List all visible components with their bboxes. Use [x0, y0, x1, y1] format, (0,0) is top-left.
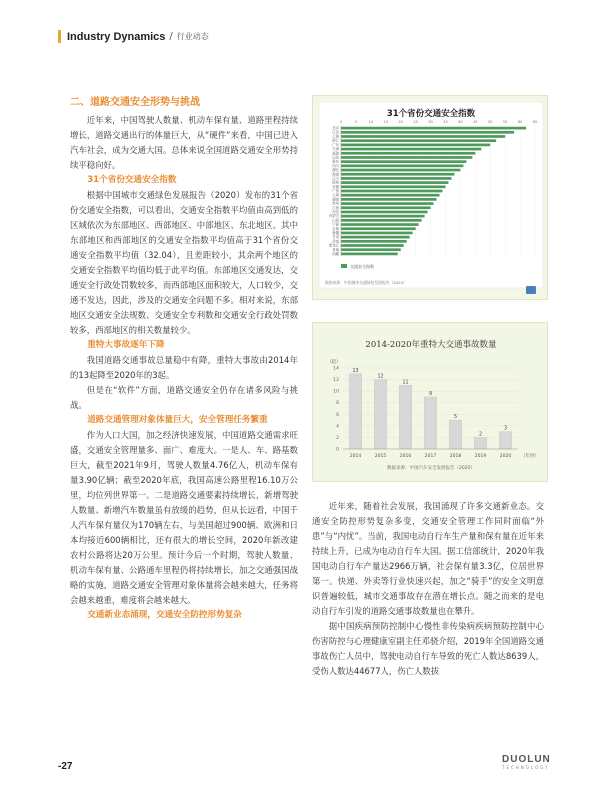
chart1-bar: [341, 232, 413, 235]
chart2-title: 2014-2020年重特大交通事故数量: [365, 340, 497, 350]
chart1-legend-label: 交通安全指数: [350, 264, 374, 269]
chart2-bar: [499, 432, 512, 449]
chart1-category-label: 新疆: [332, 230, 339, 235]
intro-paragraph: 近年来，中国驾驶人数量、机动车保有量、道路里程持续增长，道路交通出行的体量巨大，从“硬件”来看，中国已进入汽车社会，成为交通大国。总体来说全国道路交通安全形势持续平稳向好。: [70, 115, 298, 170]
chart1-x-tick-label: 55: [502, 120, 508, 124]
chart1-bar: [341, 202, 434, 205]
chart1-bar: [341, 253, 398, 256]
chart1-bar: [341, 127, 526, 130]
chart1-category-label: 辽宁: [332, 176, 339, 181]
chart1-category-label: 内蒙古: [328, 214, 339, 219]
chart1-bar: [341, 181, 448, 184]
chart2-y-tick-label: 2: [336, 435, 339, 441]
section-title: 二、道路交通安全形势与挑战: [70, 97, 200, 108]
chart2-x-tick-label: 2020: [499, 454, 512, 459]
chart2-x-tick-label: 2018: [449, 454, 462, 459]
chart1-bar: [341, 227, 416, 230]
chart1-legend-swatch: [341, 264, 347, 268]
chart1-category-label: 四川: [332, 163, 339, 168]
subheading-major-accidents: 重特大事故逐年下降: [87, 340, 165, 350]
chart2-bar: [374, 380, 387, 449]
chart1-category-label: 广东: [332, 142, 339, 147]
chart1-category-label: 海南: [332, 172, 339, 177]
chart1-bar: [341, 236, 410, 239]
chart1-x-tick-label: 60: [517, 120, 523, 124]
chart1-category-label: 云南: [332, 193, 339, 198]
chart1-bar: [341, 173, 454, 176]
chart-province-safety-index: [312, 95, 548, 300]
chart1-category-label: 江苏: [332, 130, 339, 135]
paragraph-software-risk: 但是在“软件”方面，道路交通安全仍存在诸多风险与挑战。: [70, 385, 298, 410]
chart1-bar: [341, 211, 428, 214]
chart1-bar: [341, 215, 425, 218]
chart1-bar: [341, 194, 439, 197]
chart2-data-label: 11: [402, 380, 409, 386]
paragraph-major-accidents: 我国道路交通事故总量稳中有降，重特大事故由2014年的13起降至2020年的3起。: [70, 355, 298, 380]
chart2-x-tick-label: 2017: [424, 454, 437, 459]
major-accidents-svg: [313, 323, 549, 483]
chart1-x-tick-label: 15: [383, 120, 389, 124]
chart2-data-label: 3: [503, 426, 508, 432]
chart1-x-tick-label: 40: [458, 120, 463, 124]
page-number: -27: [58, 761, 73, 772]
paragraph-management-volume: 作为人口大国，加之经济快速发展，中国道路交通需求旺盛，交通安全管理量多、面广、难度大。一是人、车、路基数巨大，截至2021年9月，驾驶人数量4.76亿人，机动车保有量3.90亿辆；截至2020年底，我国高速公路里程16.10万公里，均位列世界第一。二是道路交通要素持续增长，新增驾驶人数量、新增汽车数量虽有放缓的趋势，但从长远看，中国千人汽车保有量仅为170辆左右，与美国超过900辆、欧洲和日本均接近600辆相比，还有很大的增长空间，2020年新改建农村公路将达20万公里。预计今后一个时期，驾驶人数量、机动车保有量、公路通车里程仍将持续增长，加之交通强国战略的实施，道路交通安全管理对象体量将会越来越大，任务将会越来越重，难度将会越来越大。: [70, 430, 298, 605]
chart1-bar: [341, 148, 481, 151]
chart2-bar: [424, 397, 437, 449]
chart1-title: 31个省份交通安全指数: [386, 109, 476, 119]
page-header: [58, 30, 209, 43]
subheading-management-volume: 道路交通管理对象体量巨大，安全管理任务繁重: [87, 415, 268, 425]
header-subtitle: 行业动态: [176, 32, 209, 41]
chart1-category-label: 河南: [332, 239, 339, 244]
chart1-x-tick-label: 0: [339, 120, 343, 124]
left-column: [70, 95, 298, 623]
chart1-bar: [341, 219, 422, 222]
chart1-bar: [341, 206, 431, 209]
chart2-bar: [474, 437, 487, 449]
chart1-category-label: 湖北: [332, 168, 339, 173]
chart2-x-unit: （年份）: [521, 454, 539, 459]
chart1-bar: [341, 240, 407, 243]
header-accent-bar: [58, 30, 61, 43]
chart2-x-tick-label: 2016: [399, 454, 412, 459]
chart1-category-label: 贵州: [332, 201, 339, 206]
chart1-category-label: 重庆: [332, 159, 339, 164]
chart1-source: 数据来源：中国城市交通绿色发展报告（2020）: [325, 280, 407, 285]
chart1-category-label: 陕西: [332, 180, 339, 185]
chart1-bar: [341, 248, 401, 251]
chart2-y-tick-label: 10: [333, 389, 339, 395]
chart2-y-tick-label: 12: [333, 378, 339, 384]
paragraph-province-index: 根据中国城市交通绿色发展报告（2020）发布的31个省份交通安全指数，可以看出，交通安全指数平均值由高到低的区域依次为东部地区、西部地区、中部地区、东北地区。其中东部地区和西部地区的交通安全指数平均值高于31个省份交通安全指数平均值（32.04），且差距较小，其余两个地区的交通安全指数平均值均低于此平均值。东部地区交通发达，交通安全行政处罚数较多，而西部地区面积较大，人口较少，交通不发达，因此，涉及的交通安全问题不多。相对来说，东部地区交通安全法规数、交通安全专利数和交通安全行政处罚数较多，西部地区的相关数量较少。: [70, 190, 298, 335]
chart2-x-tick-label: 2014: [349, 454, 362, 459]
chart2-y-unit: （起）: [327, 360, 341, 365]
chart1-category-label: 吉林: [332, 226, 339, 231]
chart1-category-label: 山西: [332, 218, 339, 223]
logo-subtext: TECHNOLOGY: [502, 765, 550, 770]
paragraph-new-business: 近年来，随着社会发展，我国涌现了许多交通新业态。交通安全防控形势复杂多变，交通安全管理工作同时面临“外患”与“内忧”。当前，我国电动自行车生产量和保有量在近年来持续上升，已成为电动自行车大国。据工信部统计，2020年我国电动自行车产量达2966万辆，社会保有量3.3亿，位居世界第一。快递、外卖等行业快速兴起，加之“骑手”的安全文明意识普遍较低，城市交通事故存在潜在增长点。随之而来的是电动自行车引发的道路交通事故数量也在攀升。: [312, 501, 544, 616]
chart1-bar: [341, 244, 404, 247]
chart1-category-label: 广西: [332, 189, 339, 194]
chart1-category-label: 江西: [332, 205, 339, 210]
chart1-x-tick-label: 45: [473, 120, 478, 124]
chart1-bar: [341, 144, 490, 147]
chart2-x-tick-label: 2015: [374, 454, 387, 459]
chart2-y-tick-label: 0: [336, 447, 339, 453]
chart1-category-label: 湖南: [332, 197, 339, 202]
chart1-bar: [341, 223, 419, 226]
chart1-bar: [341, 131, 514, 134]
chart1-category-label: 浙江: [332, 138, 339, 143]
chart1-bar: [341, 185, 445, 188]
chart1-bar: [341, 135, 505, 138]
chart1-category-label: 北京: [332, 126, 339, 131]
chart1-x-tick-label: 25: [413, 120, 418, 124]
chart1-category-label: 上海: [332, 134, 339, 139]
chart1-category-label: 河北: [332, 210, 339, 215]
chart2-y-tick-label: 4: [336, 424, 339, 430]
chart1-bar: [341, 177, 451, 180]
chart1-category-label: 甘肃: [332, 235, 339, 240]
chart2-y-tick-label: 8: [336, 401, 339, 407]
chart2-y-tick-label: 14: [333, 366, 339, 372]
chart1-bar: [341, 164, 463, 167]
chart1-bar: [341, 160, 466, 163]
chart2-data-label: 9: [428, 391, 433, 397]
chart1-x-tick-label: 30: [428, 120, 433, 124]
chart1-bar: [341, 139, 496, 142]
chart1-x-tick-label: 5: [354, 120, 358, 124]
chart2-data-label: 13: [352, 368, 359, 374]
chart2-bar: [449, 420, 462, 449]
chart1-bar: [341, 169, 460, 172]
chart1-export-icon: [526, 286, 536, 294]
chart2-data-label: 12: [377, 374, 384, 380]
province-index-svg: [313, 96, 549, 301]
chart1-category-label: 青海: [332, 247, 339, 252]
chart2-data-label: 2: [478, 432, 483, 438]
chart1-bar: [341, 152, 475, 155]
chart1-x-tick-label: 65: [532, 120, 538, 124]
chart1-category-label: 安徽: [332, 184, 339, 189]
chart1-category-label: 宁夏: [332, 222, 339, 227]
chart2-bar: [349, 374, 362, 449]
chart2-data-label: 5: [453, 415, 458, 421]
subheading-new-business: 交通新业态涌现，交通安全防控形势复杂: [87, 610, 242, 620]
chart1-category-label: 天津: [332, 147, 339, 152]
chart1-x-tick-label: 20: [398, 120, 403, 124]
chart1-x-tick-label: 10: [368, 120, 374, 124]
chart2-bar: [399, 385, 412, 449]
right-column: [312, 499, 544, 679]
chart2-x-tick-label: 2019: [474, 454, 487, 459]
chart1-bar: [341, 198, 437, 201]
logo-text: DUOLUN: [502, 754, 551, 765]
chart1-x-tick-label: 35: [443, 120, 448, 124]
chart-major-accidents: [312, 322, 548, 482]
chart2-source: 数据来源：中国汽车安全发展报告（2020）: [387, 466, 475, 471]
chart1-category-label: 西藏: [332, 251, 339, 256]
duolun-logo: [502, 754, 551, 772]
chart1-category-label: 福建: [332, 151, 339, 156]
header-title: Industry Dynamics: [67, 30, 166, 43]
chart1-bar: [341, 190, 442, 193]
chart1-bar: [341, 156, 472, 159]
subheading-province-index: 31个省份交通安全指数: [87, 175, 177, 185]
chart1-x-tick-label: 50: [487, 120, 493, 124]
paragraph-casualties: 据中国疾病预防控制中心慢性非传染病疾病预防控制中心伤害防控与心理健康室副主任邓骁介绍，2019年全国道路交通事故伤亡人员中，驾驶电动自行车导致的死亡人数达8639人，受伤人数达44677人，伤亡人数拔: [312, 621, 544, 676]
chart1-category-label: 山东: [332, 155, 339, 160]
header-separator: /: [169, 31, 173, 42]
chart1-category-label: 黑龙江: [328, 243, 339, 248]
chart2-y-tick-label: 6: [336, 412, 339, 418]
